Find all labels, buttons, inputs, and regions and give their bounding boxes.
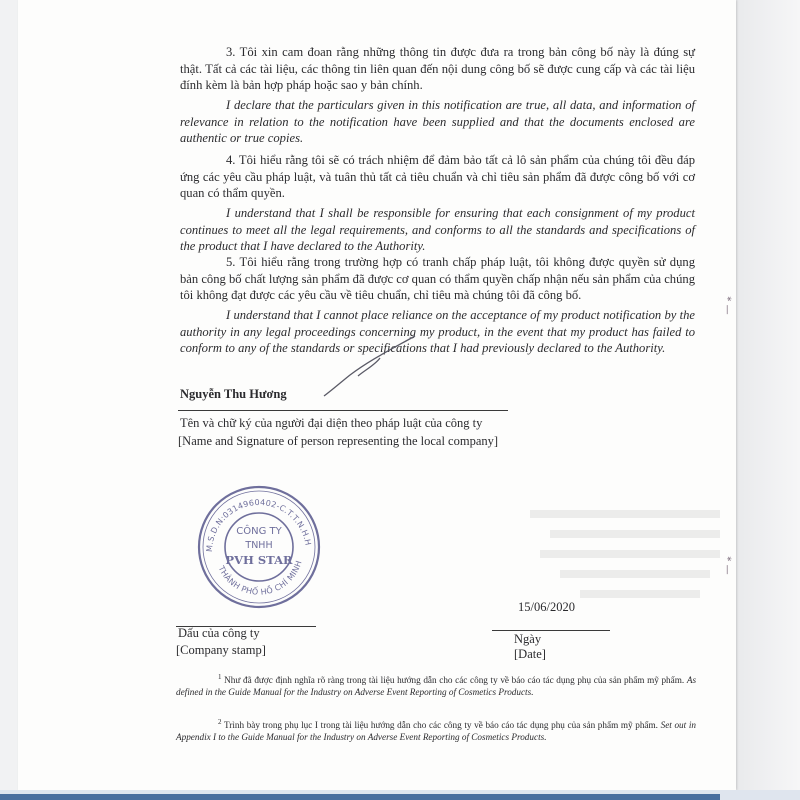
svg-text:CÔNG TY: CÔNG TY [236,526,282,537]
company-stamp-label-en: [Company stamp] [176,643,266,657]
company-stamp-seal [194,482,324,612]
scanner-bottom-strip [0,790,800,800]
signature-label-en: [Name and Signature of person representing the local company] [178,434,499,448]
paragraph-3-en: I declare that the particulars given in this notification are true, all data, and information of relevance in relation to the notification have been supplied and that the documents enclosed are authentic or true copies. [180,98,695,145]
footnote-1: $^1$ Như đã được định nghĩa rõ ràng trong tài liệu hướng dẫn cho các công ty về báo cáo tác dụng phụ của sản phẩm mỹ phẩm. As defined in the Guide Manual for the Industry on Adverse Event Reporting of Cosmetics Products. [176,673,697,697]
margin-mark: * — [721,296,733,315]
svg-text:THÀNH PHỐ HỒ CHÍ MINH: THÀNH PHỐ HỒ CHÍ MINH [216,559,304,597]
show-through-text [520,500,735,610]
svg-text:M.S.D.N:0314960402-C.T.T.N.H.H: M.S.D.N:0314960402-C.T.T.N.H.H [204,497,313,553]
date-label-en: [Date] [514,647,546,661]
signature-label-vn: Tên và chữ ký của người đại diện theo pháp luật của công ty [180,416,483,430]
paragraph-4-vn: 4. Tôi hiểu rằng tôi sẽ có trách nhiệm để đảm bảo tất cả lô sản phẩm của chúng tôi đều đáp ứng các yêu cầu pháp luật, và tuân thủ tất cả tiêu chuẩn và chỉ tiêu sản phẩm đã được công bố với cơ quan có thẩm quyền. [180,153,695,200]
paragraph-3-vn: 3. Tôi xin cam đoan rằng những thông tin được đưa ra trong bản công bố này là đúng sự thật. Tất cả các tài liệu, các thông tin liên quan đến nội dung công bố sẽ được cung cấp và các tài liệu đính kèm là bản hợp pháp hoặc sao y bản chính. [180,45,695,92]
scanner-blue-bar [0,794,720,800]
signature-scribble [320,330,420,400]
adjacent-page-edge [736,0,800,800]
signature-line [178,410,508,411]
company-stamp-label-vn: Dấu của công ty [178,626,260,640]
date-line [492,630,610,631]
footnote-2: $^2$ Trình bày trong phụ lục I trong tài liệu hướng dẫn cho các công ty về báo cáo tác dụng phụ của sản phẩm mỹ phẩm. Set out in Appendix I to the Guide Manual for the Industry on Adverse Event Reporting of Cosmetics Products. [176,718,696,742]
svg-text:TNHH: TNHH [245,540,273,551]
date-label-vn: Ngày [514,632,542,646]
paragraph-4-en: I understand that I shall be responsible for ensuring that each consignment of my product continues to meet all the legal requirements, and conforms to all the standards and specifications of the product that I have declared to the Authority. [180,206,695,253]
date-value: 15/06/2020 [518,600,575,614]
signatory-name: Nguyễn Thu Hương [180,387,287,401]
paragraph-5-en: I understand that I cannot place reliance on the acceptance of my product notification by the authority in any legal proceedings concerning my product, in the event that my product has failed to conform to any of the standards or specifications that I had previously declared to the Authority. [180,308,695,355]
paragraph-5-vn: 5. Tôi hiểu rằng trong trường hợp có tranh chấp pháp luật, tôi không được quyền sử dụng bản công bố chất lượng sản phẩm đã được cơ quan có thẩm quyền chấp nhận nếu sản phẩm của chúng tôi không đạt được các yêu cầu về tiêu chuẩn, chỉ tiêu mà chúng tôi đã công bố. [180,255,695,302]
svg-text:PVH STAR: PVH STAR [225,553,293,567]
margin-mark: * — [721,556,733,575]
